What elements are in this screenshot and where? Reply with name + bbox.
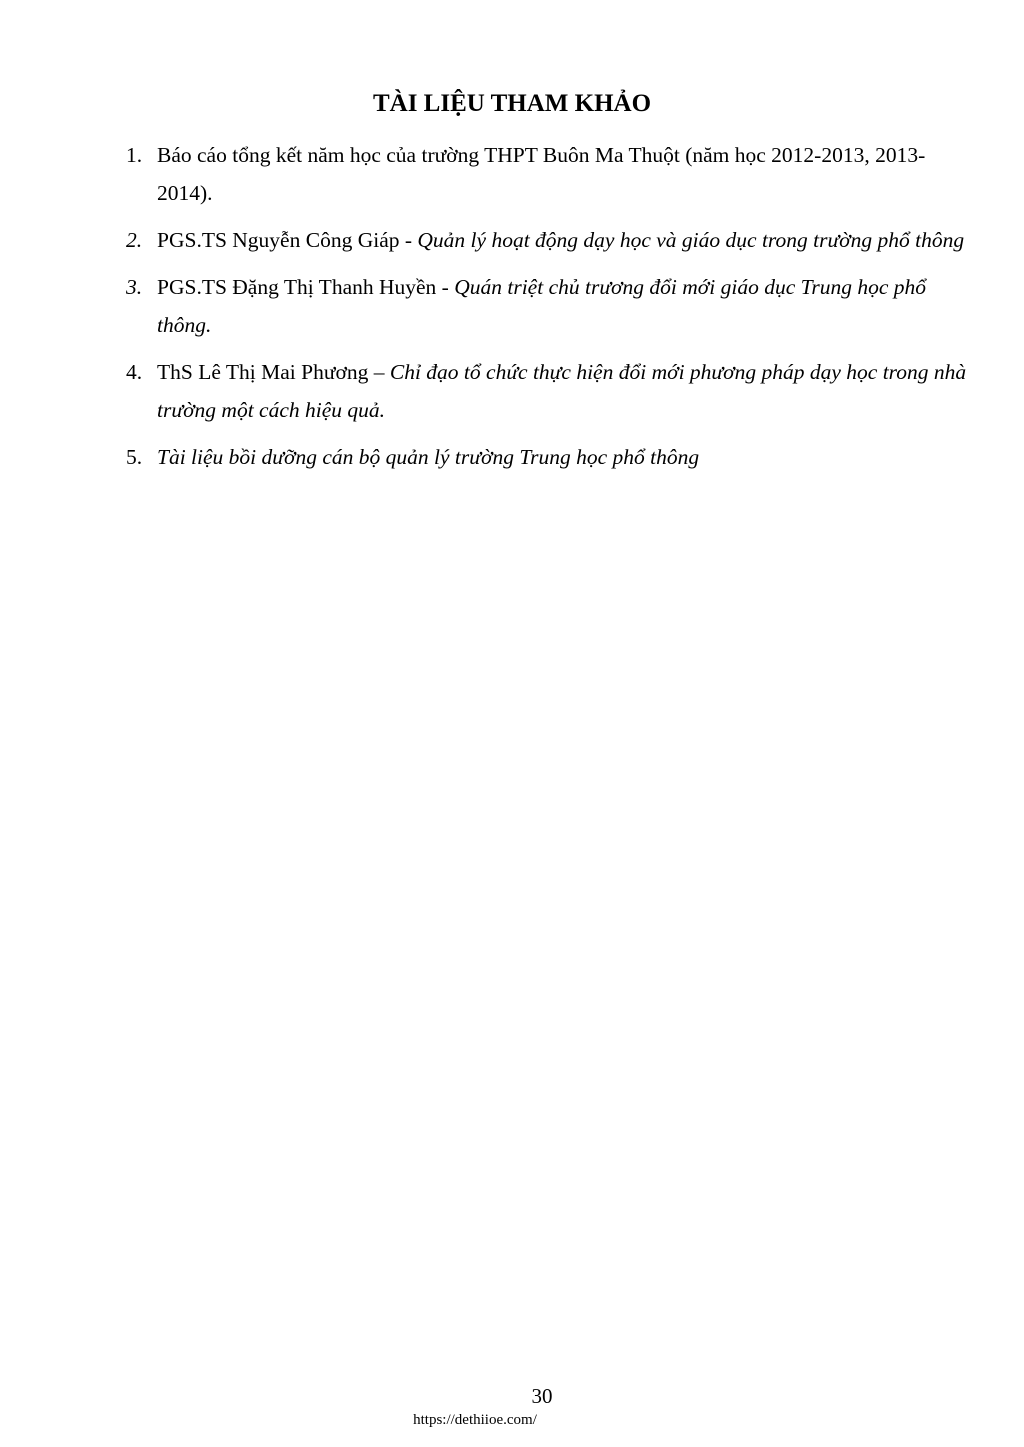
reference-title: Chỉ đạo tổ chức thực hiện đổi mới phương pháp dạy học trong nhà trường một cách hiệu quả. bbox=[157, 360, 967, 422]
reference-title: Tài liệu bồi dưỡng cán bộ quản lý trường Trung học phổ thông bbox=[157, 445, 700, 469]
reference-number: 4. bbox=[126, 360, 143, 384]
reference-number: 3. bbox=[126, 275, 143, 299]
reference-number: 2. bbox=[126, 228, 143, 252]
reference-number: 1. bbox=[126, 143, 143, 167]
reference-item-2 bbox=[120, 221, 970, 259]
footer-url: https://dethiioe.com/ bbox=[413, 1412, 537, 1428]
reference-list bbox=[120, 136, 970, 485]
reference-item-5 bbox=[120, 438, 970, 476]
reference-author: ThS Lê Thị Mai Phương – bbox=[157, 360, 390, 384]
reference-author: PGS.TS Đặng Thị Thanh Huyền - bbox=[157, 275, 455, 299]
reference-text: Báo cáo tổng kết năm học của trường THPT Buôn Ma Thuột (năm học 2012-2013, 2013-2014). bbox=[157, 143, 926, 205]
reference-title: Quán triệt chủ trương đổi mới giáo dục Trung học phổ thông. bbox=[157, 275, 927, 337]
page-title: TÀI LIỆU THAM KHẢO bbox=[372, 90, 652, 117]
reference-title: Quản lý hoạt động dạy học và giáo dục trong trường phổ thông bbox=[417, 228, 965, 252]
page-number: 30 bbox=[531, 1384, 553, 1408]
reference-item-1 bbox=[120, 136, 970, 212]
reference-author: PGS.TS Nguyễn Công Giáp - bbox=[157, 228, 418, 252]
reference-item-3 bbox=[120, 268, 970, 344]
reference-item-4 bbox=[120, 353, 970, 429]
reference-number: 5. bbox=[126, 445, 143, 469]
